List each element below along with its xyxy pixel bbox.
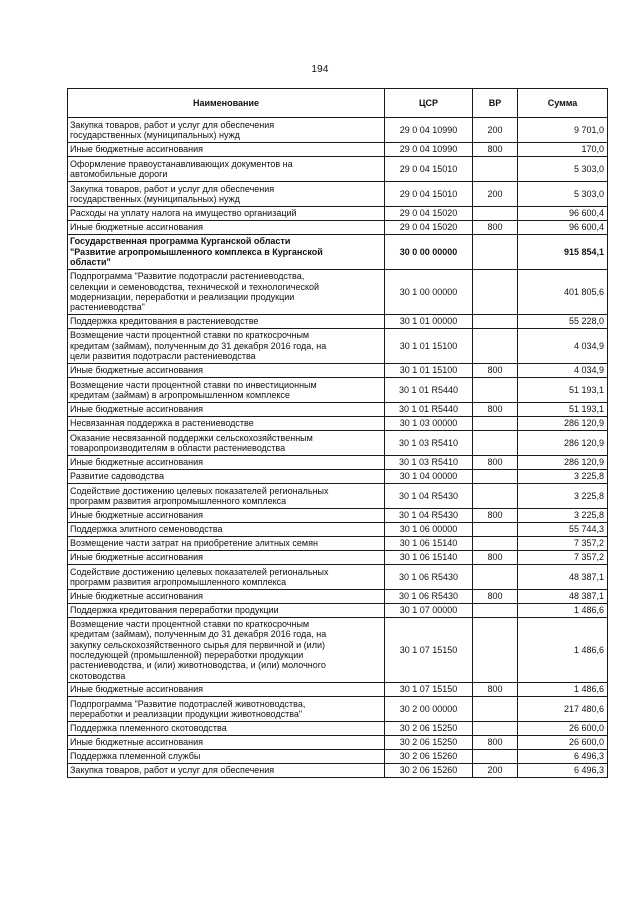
- row-name: Возмещение части процентной ставки по инвестиционным кредитам (займам) в агропромышленном комплексе: [68, 378, 385, 403]
- row-vr: 800: [473, 221, 518, 235]
- row-vr: 800: [473, 551, 518, 565]
- row-sum: 170,0: [518, 143, 608, 157]
- row-sum: 96 600,4: [518, 221, 608, 235]
- row-sum: 51 193,1: [518, 403, 608, 417]
- row-name: Иные бюджетные ассигнования: [68, 403, 385, 417]
- row-vr: 200: [473, 118, 518, 143]
- row-vr: [473, 565, 518, 590]
- row-vr: [473, 315, 518, 329]
- row-sum: 48 387,1: [518, 565, 608, 590]
- table-row: [68, 590, 608, 604]
- row-csr: 30 1 00 00000: [385, 270, 473, 315]
- row-sum: 1 486,6: [518, 604, 608, 618]
- row-name: Иные бюджетные ассигнования: [68, 509, 385, 523]
- table-row: [68, 565, 608, 590]
- row-name: Иные бюджетные ассигнования: [68, 736, 385, 750]
- row-csr: 30 1 01 R5440: [385, 403, 473, 417]
- row-vr: [473, 537, 518, 551]
- row-vr: [473, 235, 518, 270]
- row-vr: [473, 470, 518, 484]
- row-sum: 1 486,6: [518, 683, 608, 697]
- row-vr: 200: [473, 182, 518, 207]
- row-sum: 401 805,6: [518, 270, 608, 315]
- row-csr: 29 0 04 15010: [385, 182, 473, 207]
- row-name: Поддержка племенного скотоводства: [68, 722, 385, 736]
- row-vr: [473, 618, 518, 683]
- table-row: [68, 683, 608, 697]
- table-row: [68, 604, 608, 618]
- table-row: [68, 484, 608, 509]
- row-sum: 48 387,1: [518, 590, 608, 604]
- header-row: [68, 89, 608, 118]
- row-csr: 30 1 06 R5430: [385, 590, 473, 604]
- row-sum: 51 193,1: [518, 378, 608, 403]
- row-csr: 30 1 04 R5430: [385, 484, 473, 509]
- table-row: [68, 270, 608, 315]
- row-sum: 96 600,4: [518, 207, 608, 221]
- row-vr: [473, 722, 518, 736]
- row-name: Поддержка элитного семеноводства: [68, 523, 385, 537]
- row-name: Иные бюджетные ассигнования: [68, 590, 385, 604]
- row-csr: 30 2 06 15250: [385, 736, 473, 750]
- row-csr: 30 1 06 R5430: [385, 565, 473, 590]
- table-row: [68, 456, 608, 470]
- table-row: [68, 764, 608, 778]
- row-name: Оформление правоустанавливающих документов на автомобильные дороги: [68, 157, 385, 182]
- row-sum: 217 480,6: [518, 697, 608, 722]
- table-row: [68, 736, 608, 750]
- row-name: Содействие достижению целевых показателей региональных программ развития агропромышленного комплекса: [68, 565, 385, 590]
- page-number: 194: [311, 64, 329, 75]
- row-vr: 800: [473, 736, 518, 750]
- row-sum: 9 701,0: [518, 118, 608, 143]
- row-vr: [473, 270, 518, 315]
- row-vr: 800: [473, 509, 518, 523]
- row-sum: 5 303,0: [518, 182, 608, 207]
- table-row: [68, 378, 608, 403]
- row-vr: 200: [473, 764, 518, 778]
- row-csr: 30 1 06 15140: [385, 537, 473, 551]
- row-name: Возмещение части затрат на приобретение элитных семян: [68, 537, 385, 551]
- row-vr: [473, 431, 518, 456]
- row-sum: 3 225,8: [518, 470, 608, 484]
- budget-table: [67, 88, 608, 778]
- row-name: Подпрограмма "Развитие подотрасли растениеводства, селекции и семеноводства, технической и технологической модернизации, переработки и реализации продукции растениеводства": [68, 270, 385, 315]
- row-name: Иные бюджетные ассигнования: [68, 683, 385, 697]
- row-name: Иные бюджетные ассигнования: [68, 456, 385, 470]
- table-row: [68, 431, 608, 456]
- row-sum: 286 120,9: [518, 417, 608, 431]
- table-row: [68, 537, 608, 551]
- row-name: Содействие достижению целевых показателей региональных программ развития агропромышленного комплекса: [68, 484, 385, 509]
- row-sum: 6 496,3: [518, 750, 608, 764]
- header-sum: Сумма: [518, 89, 608, 118]
- table-row: [68, 750, 608, 764]
- row-vr: [473, 329, 518, 364]
- row-csr: 30 1 01 00000: [385, 315, 473, 329]
- row-vr: [473, 750, 518, 764]
- row-vr: 800: [473, 456, 518, 470]
- table-row: [68, 551, 608, 565]
- row-name: Подпрограмма "Развитие подотраслей животноводства, переработки и реализации продукции животноводства": [68, 697, 385, 722]
- row-name: Государственная программа Курганской области "Развитие агропромышленного комплекса в Курганской области": [68, 235, 385, 270]
- row-name: Иные бюджетные ассигнования: [68, 221, 385, 235]
- row-sum: 3 225,8: [518, 484, 608, 509]
- row-name: Закупка товаров, работ и услуг для обеспечения государственных (муниципальных) нужд: [68, 118, 385, 143]
- row-vr: 800: [473, 683, 518, 697]
- table-row: [68, 235, 608, 270]
- table-row: [68, 618, 608, 683]
- table-row: [68, 157, 608, 182]
- row-name: Иные бюджетные ассигнования: [68, 143, 385, 157]
- row-csr: 30 1 04 R5430: [385, 509, 473, 523]
- row-csr: 30 2 06 15250: [385, 722, 473, 736]
- row-sum: 6 496,3: [518, 764, 608, 778]
- table-row: [68, 697, 608, 722]
- row-vr: [473, 697, 518, 722]
- row-name: Иные бюджетные ассигнования: [68, 364, 385, 378]
- header-name: Наименование: [68, 89, 385, 118]
- row-csr: 30 2 06 15260: [385, 750, 473, 764]
- table-row: [68, 221, 608, 235]
- table-body: [68, 118, 608, 778]
- row-csr: 30 1 01 15100: [385, 364, 473, 378]
- row-vr: [473, 417, 518, 431]
- row-csr: 30 2 06 15260: [385, 764, 473, 778]
- row-sum: 3 225,8: [518, 509, 608, 523]
- row-vr: 800: [473, 143, 518, 157]
- row-sum: 55 744,3: [518, 523, 608, 537]
- table-row: [68, 182, 608, 207]
- row-sum: 55 228,0: [518, 315, 608, 329]
- row-vr: [473, 207, 518, 221]
- row-csr: 30 1 07 00000: [385, 604, 473, 618]
- header-vr: ВР: [473, 89, 518, 118]
- row-sum: 286 120,9: [518, 431, 608, 456]
- row-sum: 286 120,9: [518, 456, 608, 470]
- row-csr: 30 2 00 00000: [385, 697, 473, 722]
- table-row: [68, 143, 608, 157]
- row-name: Поддержка кредитования в растениеводстве: [68, 315, 385, 329]
- row-csr: 30 1 07 15150: [385, 683, 473, 697]
- row-name: Иные бюджетные ассигнования: [68, 551, 385, 565]
- row-name: Возмещение части процентной ставки по краткосрочным кредитам (займам), полученным до 31 декабря 2016 года, на цели развития подотрасли растениеводства: [68, 329, 385, 364]
- row-vr: [473, 604, 518, 618]
- row-csr: 29 0 04 15020: [385, 207, 473, 221]
- row-name: Развитие садоводства: [68, 470, 385, 484]
- table-row: [68, 417, 608, 431]
- row-sum: 4 034,9: [518, 364, 608, 378]
- table-row: [68, 722, 608, 736]
- table-row: [68, 329, 608, 364]
- table-row: [68, 523, 608, 537]
- row-vr: 800: [473, 364, 518, 378]
- row-name: Оказание несвязанной поддержки сельскохозяйственным товаропроизводителям в области растениеводства: [68, 431, 385, 456]
- table-header: [68, 89, 608, 118]
- row-csr: 30 1 01 15100: [385, 329, 473, 364]
- header-csr: ЦСР: [385, 89, 473, 118]
- row-csr: 30 1 06 00000: [385, 523, 473, 537]
- row-sum: 1 486,6: [518, 618, 608, 683]
- row-vr: 800: [473, 590, 518, 604]
- table-row: [68, 315, 608, 329]
- row-csr: 30 1 03 00000: [385, 417, 473, 431]
- row-vr: [473, 157, 518, 182]
- row-csr: 30 1 06 15140: [385, 551, 473, 565]
- table-row: [68, 509, 608, 523]
- row-vr: [473, 484, 518, 509]
- table-row: [68, 470, 608, 484]
- table-row: [68, 118, 608, 143]
- row-name: Расходы на уплату налога на имущество организаций: [68, 207, 385, 221]
- row-name: Поддержка кредитования переработки продукции: [68, 604, 385, 618]
- row-sum: 26 600,0: [518, 722, 608, 736]
- table-row: [68, 403, 608, 417]
- row-csr: 30 1 03 R5410: [385, 456, 473, 470]
- row-csr: 30 1 04 00000: [385, 470, 473, 484]
- row-name: Поддержка племенной службы: [68, 750, 385, 764]
- row-vr: [473, 378, 518, 403]
- table-row: [68, 207, 608, 221]
- row-csr: 29 0 04 15020: [385, 221, 473, 235]
- row-sum: 915 854,1: [518, 235, 608, 270]
- row-name: Закупка товаров, работ и услуг для обеспечения: [68, 764, 385, 778]
- row-csr: 29 0 04 10990: [385, 143, 473, 157]
- row-sum: 5 303,0: [518, 157, 608, 182]
- row-csr: 30 1 03 R5410: [385, 431, 473, 456]
- row-csr: 29 0 04 10990: [385, 118, 473, 143]
- row-name: Несвязанная поддержка в растениеводстве: [68, 417, 385, 431]
- row-csr: 30 0 00 00000: [385, 235, 473, 270]
- row-csr: 29 0 04 15010: [385, 157, 473, 182]
- row-name: Возмещение части процентной ставки по краткосрочным кредитам (займам), полученным до 31 декабря 2016 года, на закупку сельскохозяйственного сырья для первичной и (или) последующей (промышленной) переработки продукции растениеводства, и (или) животноводства, и (или) молочного скотоводства: [68, 618, 385, 683]
- row-csr: 30 1 01 R5440: [385, 378, 473, 403]
- row-sum: 26 600,0: [518, 736, 608, 750]
- row-sum: 7 357,2: [518, 551, 608, 565]
- row-csr: 30 1 07 15150: [385, 618, 473, 683]
- row-sum: 7 357,2: [518, 537, 608, 551]
- row-vr: [473, 523, 518, 537]
- row-vr: 800: [473, 403, 518, 417]
- row-name: Закупка товаров, работ и услуг для обеспечения государственных (муниципальных) нужд: [68, 182, 385, 207]
- row-sum: 4 034,9: [518, 329, 608, 364]
- table-row: [68, 364, 608, 378]
